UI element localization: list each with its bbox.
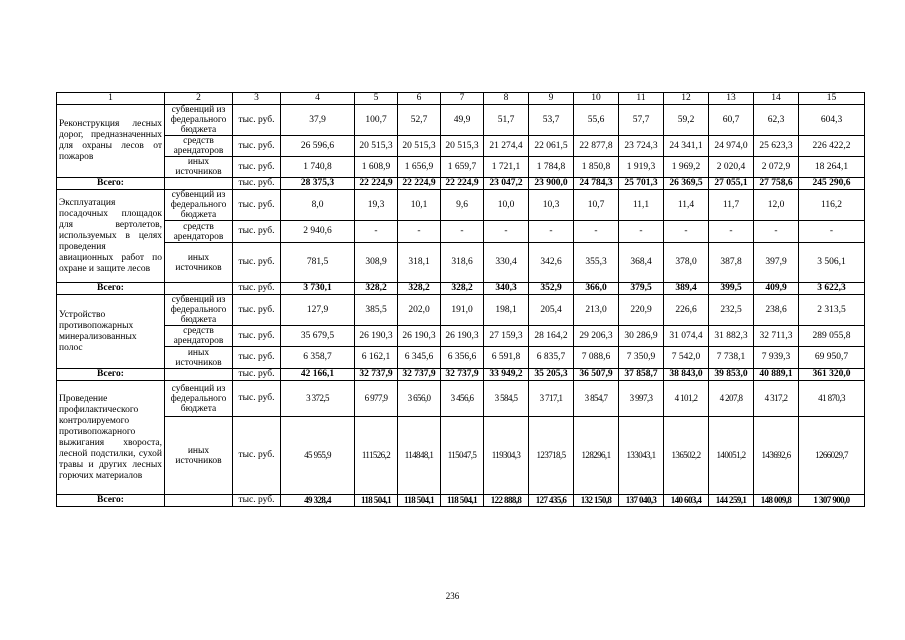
value-cell: 127,9 [281,295,355,326]
table-row [57,295,865,326]
value-cell: 3 997,3 [619,381,664,417]
funding-source: субвенций из федерального бюджета [165,190,233,221]
value-cell: 111526,2 [355,417,398,495]
value-cell: - [754,221,799,243]
value-cell: 20 515,3 [441,136,484,157]
value-cell: 318,1 [398,243,441,283]
total-value-cell: 25 701,3 [619,178,664,190]
total-value-cell: 42 166,1 [281,369,355,381]
value-cell: 25 623,3 [754,136,799,157]
column-header: 2 [165,93,233,105]
total-value-cell: 22 224,9 [441,178,484,190]
value-cell: 226,6 [664,295,709,326]
total-value-cell: 118 504,1 [355,495,398,507]
value-cell: 21 274,4 [484,136,529,157]
table-row [57,347,865,369]
value-cell: 7 939,3 [754,347,799,369]
value-cell: 289 055,8 [799,326,865,347]
value-cell: 2 940,6 [281,221,355,243]
value-cell: 10,1 [398,190,441,221]
column-header: 13 [709,93,754,105]
column-header: 15 [799,93,865,105]
value-cell: 18 264,1 [799,157,865,178]
unit-cell: тыс. руб. [233,136,281,157]
page-number: 236 [445,591,460,601]
funding-source: иных источников [165,347,233,369]
table-row [57,417,865,495]
total-value-cell: 23 047,2 [484,178,529,190]
value-cell: - [664,221,709,243]
value-cell: 10,7 [574,190,619,221]
total-value-cell: 22 224,9 [355,178,398,190]
activity-name: Реконструкция лесных дорог, предназначенных для охраны лесов от пожаров [57,105,165,178]
value-cell: 387,8 [709,243,754,283]
value-cell: - [799,221,865,243]
table-body [57,93,865,507]
total-value-cell: 37 858,7 [619,369,664,381]
table-row [57,136,865,157]
total-value-cell: 28 375,3 [281,178,355,190]
value-cell: 62,3 [754,105,799,136]
value-cell: 4 207,8 [709,381,754,417]
value-cell: 1 608,9 [355,157,398,178]
table-row [57,381,865,417]
empty-cell [165,178,233,190]
total-value-cell: 328,2 [441,283,484,295]
header-row [57,93,865,105]
value-cell: 1 969,2 [664,157,709,178]
value-cell: 41 870,3 [799,381,865,417]
value-cell: 114848,1 [398,417,441,495]
total-value-cell: 118 504,1 [398,495,441,507]
column-header: 12 [664,93,709,105]
value-cell: 213,0 [574,295,619,326]
total-value-cell: 1 307 900,0 [799,495,865,507]
value-cell: 220,9 [619,295,664,326]
value-cell: 342,6 [529,243,574,283]
value-cell: 57,7 [619,105,664,136]
value-cell: 3 506,1 [799,243,865,283]
column-header: 1 [57,93,165,105]
total-value-cell: 3 622,3 [799,283,865,295]
value-cell: 1 659,7 [441,157,484,178]
value-cell: - [619,221,664,243]
total-row [57,178,865,190]
total-value-cell: 409,9 [754,283,799,295]
value-cell: 7 088,6 [574,347,619,369]
unit-cell: тыс. руб. [233,283,281,295]
unit-cell: тыс. руб. [233,243,281,283]
total-value-cell: 379,5 [619,283,664,295]
total-row [57,369,865,381]
column-header: 4 [281,93,355,105]
value-cell: 28 164,2 [529,326,574,347]
total-value-cell: 361 320,0 [799,369,865,381]
unit-cell: тыс. руб. [233,326,281,347]
funding-source: средств арендаторов [165,136,233,157]
value-cell: - [355,221,398,243]
value-cell: 20 515,3 [398,136,441,157]
value-cell: 368,4 [619,243,664,283]
value-cell: 52,7 [398,105,441,136]
value-cell: 23 724,3 [619,136,664,157]
value-cell: 26 190,3 [355,326,398,347]
value-cell: 7 542,0 [664,347,709,369]
funding-source: иных источников [165,417,233,495]
value-cell: 1 850,8 [574,157,619,178]
activity-name: Эксплуатация посадочных площадок для вертолетов, используемых в целях проведения авиационных работ по охране и защите лесов [57,190,165,283]
table-row [57,157,865,178]
column-header: 14 [754,93,799,105]
value-cell: 2 072,9 [754,157,799,178]
value-cell: 238,6 [754,295,799,326]
table-row [57,190,865,221]
value-cell: 4 317,2 [754,381,799,417]
value-cell: 55,6 [574,105,619,136]
value-cell: 1 656,9 [398,157,441,178]
total-value-cell: 340,3 [484,283,529,295]
value-cell: 330,4 [484,243,529,283]
unit-cell: тыс. руб. [233,178,281,190]
value-cell: 355,3 [574,243,619,283]
value-cell: 232,5 [709,295,754,326]
total-value-cell: 24 784,3 [574,178,619,190]
value-cell: 198,1 [484,295,529,326]
value-cell: 123718,5 [529,417,574,495]
empty-cell [165,369,233,381]
value-cell: 604,3 [799,105,865,136]
total-value-cell: 33 949,2 [484,369,529,381]
total-value-cell: 22 224,9 [398,178,441,190]
value-cell: 3 717,1 [529,381,574,417]
value-cell: 26 190,3 [398,326,441,347]
value-cell: - [574,221,619,243]
value-cell: 9,6 [441,190,484,221]
unit-cell: тыс. руб. [233,157,281,178]
value-cell: 128296,1 [574,417,619,495]
value-cell: 6 356,6 [441,347,484,369]
value-cell: 19,3 [355,190,398,221]
value-cell: 385,5 [355,295,398,326]
total-value-cell: 140 603,4 [664,495,709,507]
column-header: 3 [233,93,281,105]
value-cell: 26 596,6 [281,136,355,157]
total-label: Всего: [57,495,165,507]
unit-cell: тыс. руб. [233,417,281,495]
value-cell: - [709,221,754,243]
total-value-cell: 32 737,9 [398,369,441,381]
value-cell: 1 740,8 [281,157,355,178]
empty-cell [165,495,233,507]
funding-source: субвенций из федерального бюджета [165,295,233,326]
total-value-cell: 32 737,9 [355,369,398,381]
value-cell: 3 584,5 [484,381,529,417]
value-cell: 51,7 [484,105,529,136]
funding-source: субвенций из федерального бюджета [165,105,233,136]
value-cell: - [398,221,441,243]
value-cell: 100,7 [355,105,398,136]
value-cell: 397,9 [754,243,799,283]
table-row [57,105,865,136]
total-value-cell: 49 328,4 [281,495,355,507]
value-cell: - [441,221,484,243]
total-value-cell: 132 150,8 [574,495,619,507]
unit-cell: тыс. руб. [233,369,281,381]
value-cell: 22 061,5 [529,136,574,157]
value-cell: 20 515,3 [355,136,398,157]
total-value-cell: 38 843,0 [664,369,709,381]
funding-source: иных источников [165,157,233,178]
total-label: Всего: [57,369,165,381]
value-cell: 3 372,5 [281,381,355,417]
column-header: 7 [441,93,484,105]
total-value-cell: 3 730,1 [281,283,355,295]
value-cell: - [484,221,529,243]
total-value-cell: 39 853,0 [709,369,754,381]
total-value-cell: 137 040,3 [619,495,664,507]
unit-cell: тыс. руб. [233,221,281,243]
total-value-cell: 23 900,0 [529,178,574,190]
value-cell: 22 877,8 [574,136,619,157]
value-cell: 119304,3 [484,417,529,495]
funding-source: средств арендаторов [165,326,233,347]
total-value-cell: 328,2 [355,283,398,295]
value-cell: 32 711,3 [754,326,799,347]
value-cell: 318,6 [441,243,484,283]
total-value-cell: 118 504,1 [441,495,484,507]
value-cell: 3 456,6 [441,381,484,417]
column-header: 11 [619,93,664,105]
unit-cell: тыс. руб. [233,295,281,326]
column-header: 6 [398,93,441,105]
total-value-cell: 399,5 [709,283,754,295]
total-value-cell: 144 259,1 [709,495,754,507]
unit-cell: тыс. руб. [233,347,281,369]
column-header: 8 [484,93,529,105]
value-cell: 6 835,7 [529,347,574,369]
value-cell: 11,4 [664,190,709,221]
value-cell: 30 286,9 [619,326,664,347]
value-cell: 4 101,2 [664,381,709,417]
total-value-cell: 122 888,8 [484,495,529,507]
funding-source: средств арендаторов [165,221,233,243]
column-header: 5 [355,93,398,105]
total-row [57,283,865,295]
value-cell: 2 020,4 [709,157,754,178]
total-value-cell: 366,0 [574,283,619,295]
value-cell: 3 854,7 [574,381,619,417]
total-value-cell: 245 290,6 [799,178,865,190]
value-cell: 29 206,3 [574,326,619,347]
value-cell: 3 656,0 [398,381,441,417]
value-cell: 53,7 [529,105,574,136]
total-value-cell: 352,9 [529,283,574,295]
value-cell: 6 977,9 [355,381,398,417]
unit-cell: тыс. руб. [233,381,281,417]
value-cell: 24 974,0 [709,136,754,157]
value-cell: 226 422,2 [799,136,865,157]
activity-name: Устройство противопожарных минерализованных полос [57,295,165,369]
value-cell: 12,0 [754,190,799,221]
column-header: 10 [574,93,619,105]
funding-source: субвенций из федерального бюджета [165,381,233,417]
value-cell: 1 721,1 [484,157,529,178]
total-value-cell: 389,4 [664,283,709,295]
value-cell: 45 955,9 [281,417,355,495]
value-cell: 202,0 [398,295,441,326]
funding-source: иных источников [165,243,233,283]
value-cell: 6 591,8 [484,347,529,369]
value-cell: 10,0 [484,190,529,221]
value-cell: 2 313,5 [799,295,865,326]
value-cell: 115047,5 [441,417,484,495]
total-value-cell: 35 205,3 [529,369,574,381]
table-row [57,221,865,243]
value-cell: 378,0 [664,243,709,283]
value-cell: 6 358,7 [281,347,355,369]
total-value-cell: 328,2 [398,283,441,295]
value-cell: 49,9 [441,105,484,136]
total-value-cell: 40 889,1 [754,369,799,381]
unit-cell: тыс. руб. [233,495,281,507]
value-cell: 11,1 [619,190,664,221]
value-cell: 37,9 [281,105,355,136]
value-cell: 7 350,9 [619,347,664,369]
value-cell: 6 162,1 [355,347,398,369]
total-value-cell: 148 009,8 [754,495,799,507]
value-cell: 1 919,3 [619,157,664,178]
value-cell: 116,2 [799,190,865,221]
total-value-cell: 26 369,5 [664,178,709,190]
total-value-cell: 127 435,6 [529,495,574,507]
value-cell: 1 784,8 [529,157,574,178]
value-cell: 133043,1 [619,417,664,495]
value-cell: 59,2 [664,105,709,136]
total-value-cell: 27 055,1 [709,178,754,190]
value-cell: 27 159,3 [484,326,529,347]
value-cell: 205,4 [529,295,574,326]
value-cell: 26 190,3 [441,326,484,347]
value-cell: 11,7 [709,190,754,221]
total-value-cell: 32 737,9 [441,369,484,381]
value-cell: 1266029,7 [799,417,865,495]
value-cell: 35 679,5 [281,326,355,347]
unit-cell: тыс. руб. [233,105,281,136]
value-cell: 140051,2 [709,417,754,495]
value-cell: 60,7 [709,105,754,136]
value-cell: 143692,6 [754,417,799,495]
activity-name: Проведение профилактического контролируемого противопожарного выжигания хвороста, лесной подстилки, сухой травы и других лесных горючих материалов [57,381,165,495]
total-value-cell: 36 507,9 [574,369,619,381]
value-cell: 10,3 [529,190,574,221]
value-cell: 8,0 [281,190,355,221]
column-header: 9 [529,93,574,105]
table-row [57,243,865,283]
value-cell: 69 950,7 [799,347,865,369]
value-cell: 24 341,1 [664,136,709,157]
value-cell: 31 882,3 [709,326,754,347]
value-cell: 6 345,6 [398,347,441,369]
value-cell: 308,9 [355,243,398,283]
value-cell: 31 074,4 [664,326,709,347]
value-cell: 136502,2 [664,417,709,495]
total-label: Всего: [57,178,165,190]
empty-cell [165,283,233,295]
table-row [57,326,865,347]
value-cell: 781,5 [281,243,355,283]
budget-table [56,92,865,507]
value-cell: - [529,221,574,243]
total-value-cell: 27 758,6 [754,178,799,190]
total-row [57,495,865,507]
value-cell: 191,0 [441,295,484,326]
value-cell: 7 738,1 [709,347,754,369]
total-label: Всего: [57,283,165,295]
unit-cell: тыс. руб. [233,190,281,221]
